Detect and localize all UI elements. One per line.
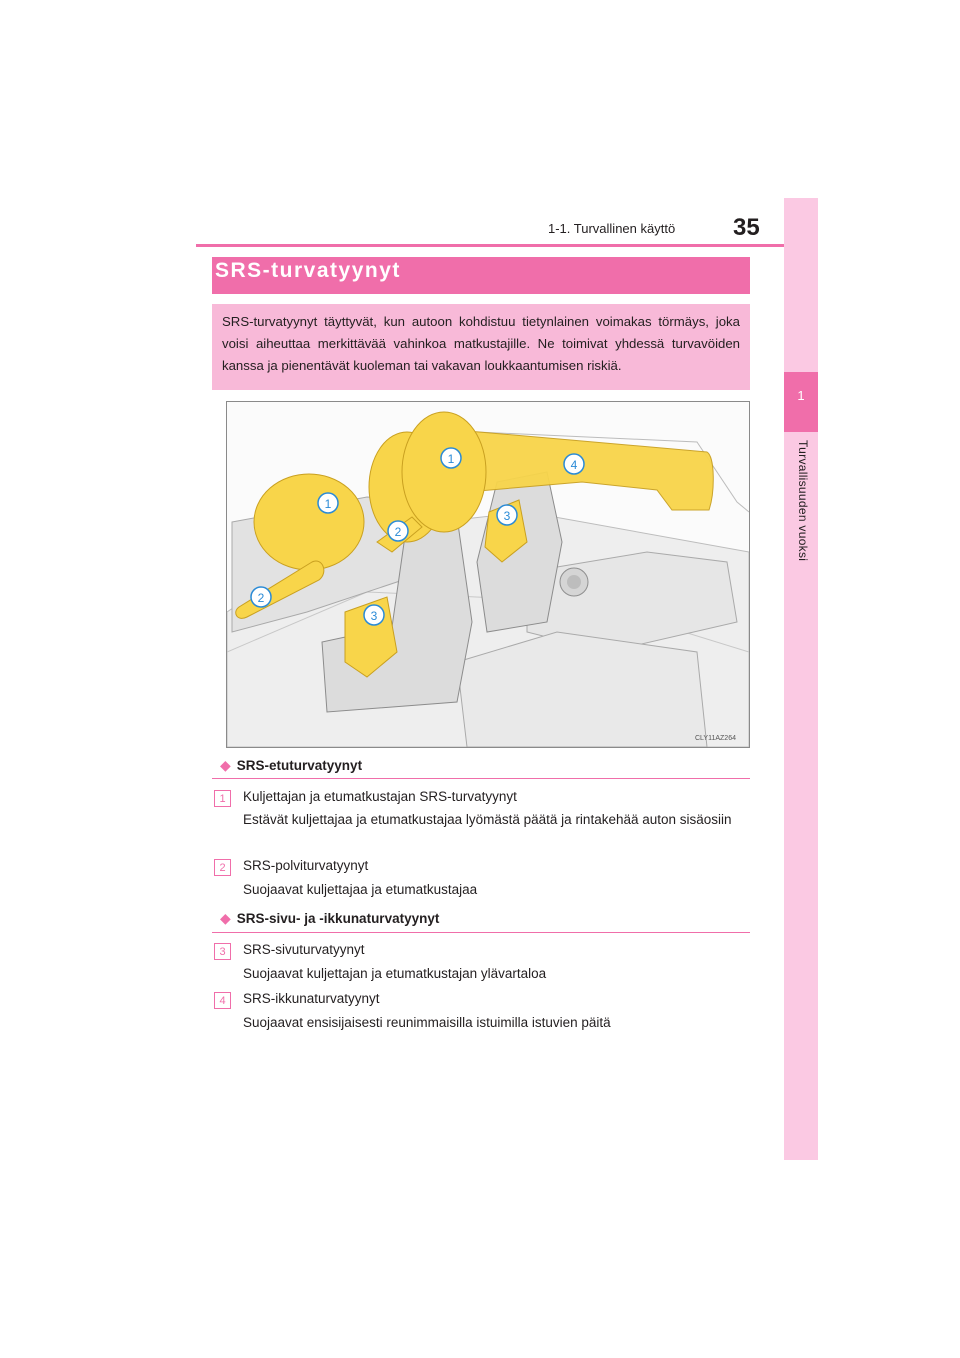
svg-text:2: 2 xyxy=(257,591,265,605)
svg-text:1: 1 xyxy=(324,497,332,511)
group-heading-side: ◆ SRS-sivu- ja -ikkunaturvatyynyt xyxy=(220,910,440,926)
group-rule-side xyxy=(212,932,750,933)
airbag-illustration xyxy=(226,401,750,748)
svg-text:3: 3 xyxy=(503,509,511,523)
callout-4-curtain xyxy=(564,454,584,474)
item-description: Suojaavat kuljettajaa ja etumatkustajaa xyxy=(243,882,478,897)
chapter-title: Turvallisuuden vuoksi xyxy=(796,440,810,562)
figure-code: CLY11AZ264 xyxy=(695,735,736,742)
diamond-bullet-icon: ◆ xyxy=(220,910,231,926)
callout-1-passenger xyxy=(441,448,461,468)
svg-text:1: 1 xyxy=(447,452,455,466)
item-number-box: 2 xyxy=(214,859,231,876)
group-rule-front xyxy=(212,778,750,779)
item-description: Suojaavat kuljettajan ja etumatkustajan ylävartaloa xyxy=(243,966,547,981)
item-number-box: 3 xyxy=(214,943,231,960)
item-number-box: 1 xyxy=(214,790,231,807)
callout-2-driver xyxy=(251,587,271,607)
chapter-number: 1 xyxy=(797,388,805,403)
callout-3-driver xyxy=(364,605,384,625)
item-title: Kuljettajan ja etumatkustajan SRS-turvatyynyt xyxy=(243,789,517,804)
page-number: 35 xyxy=(733,214,760,241)
item-title: SRS-ikkunaturvatyynyt xyxy=(243,991,380,1006)
item-title: SRS-polviturvatyynyt xyxy=(243,858,369,873)
item-number-box: 4 xyxy=(214,992,231,1009)
svg-text:2: 2 xyxy=(394,525,402,539)
svg-text:4: 4 xyxy=(570,458,578,472)
item-title: SRS-sivuturvatyynyt xyxy=(243,942,365,957)
diamond-bullet-icon: ◆ xyxy=(220,757,231,773)
callout-2-passenger xyxy=(388,521,408,541)
item-description: Estävät kuljettajaa ja etumatkustajaa lyömästä päätä ja rintakehää auton sisäosiin xyxy=(243,812,732,827)
callout-1-driver xyxy=(318,493,338,513)
callout-3-passenger xyxy=(497,505,517,525)
header-rule xyxy=(196,244,818,247)
group-heading-front: ◆ SRS-etuturvatyynyt xyxy=(220,757,363,773)
item-description: Suojaavat ensisijaisesti reunimmaisilla istuimilla istuvien päitä xyxy=(243,1015,611,1030)
chapter-side-tab xyxy=(784,198,818,1160)
intro-text: SRS-turvatyynyt täyttyvät, kun autoon kohdistuu tietynlainen voimakas törmäys, joka voisi aiheuttaa merkittävää vahinkoa matkustajille. Ne toimivat yhdessä turvavöiden kanssa ja pienentävät kuoleman tai vakavan loukkaantumisen riskiä. xyxy=(222,314,740,373)
car-interior-drawing xyxy=(227,402,749,747)
running-header: 1-1. Turvallinen käyttö xyxy=(548,221,676,236)
section-title: SRS-turvatyynyt xyxy=(215,259,401,282)
svg-text:3: 3 xyxy=(370,609,378,623)
